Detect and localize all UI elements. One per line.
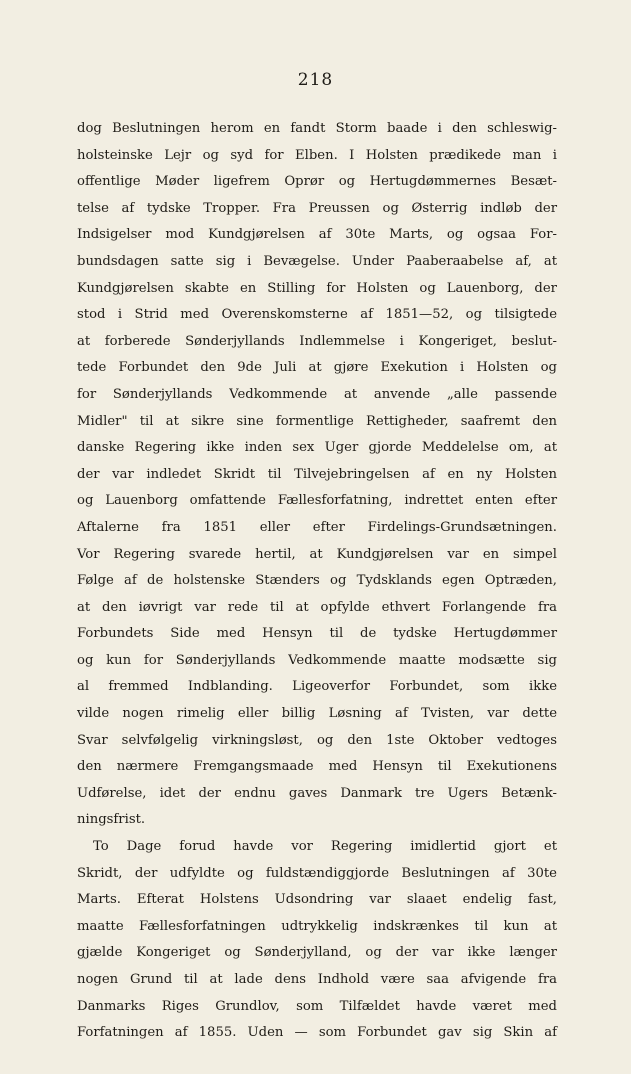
text-line: offentlige Møder ligefrem Oprør og Hertugdømmernes Besæt- (77, 174, 557, 190)
text-line: der var indledet Skridt til Tilvejebringelsen af en ny Holsten (77, 466, 557, 482)
text-line: at den iøvrigt var rede til at opfylde ethvert Forlangende fra (77, 599, 557, 615)
text-line: for Sønderjyllands Vedkommende at anvende „alle passende (77, 386, 557, 402)
text-line: Kundgjørelsen skabte en Stilling for Holsten og Lauenborg, der (77, 280, 557, 296)
text-line: den nærmere Fremgangsmaade med Hensyn til Exekutionens (77, 759, 557, 775)
text-line: Indsigelser mod Kundgjørelsen af 30te Marts, og ogsaa For- (77, 227, 557, 243)
text-line: Marts. Efterat Holstens Udsondring var slaaet endelig fast, (77, 892, 557, 908)
text-line: Følge af de holstenske Stænders og Tydsklands egen Optræden, (77, 573, 557, 589)
text-line: nogen Grund til at lade dens Indhold være saa afvigende fra (77, 972, 557, 987)
text-line: Svar selvfølgelig virkningsløst, og den 1ste Oktober vedtoges (77, 732, 557, 748)
text-line: bundsdagen satte sig i Bevægelse. Under Paaberaabelse af, at (77, 253, 557, 269)
text-line: gjælde Kongeriget og Sønderjylland, og der var ikke længer (77, 945, 557, 961)
page-number: 218 (297, 70, 334, 90)
text-line: ningsfrist. (77, 812, 146, 828)
text-line: og Lauenborg omfattende Fællesforfatning, indrettet enten efter (77, 493, 557, 509)
text-line: Danmarks Riges Grundlov, som Tilfældet havde været med (77, 998, 557, 1014)
text-line: telse af tydske Tropper. Fra Preussen og Østerrig indløb der (77, 200, 557, 216)
text-line: al fremmed Indblanding. Ligeoverfor Forbundet, som ikke (77, 679, 557, 695)
text-line: danske Regering ikke inden sex Uger gjorde Meddelelse om, at (77, 440, 557, 456)
text-line: at forberede Sønderjyllands Indlemmelse i Kongeriget, beslut- (77, 333, 557, 349)
text-line: maatte Fællesforfatningen udtrykkelig indskrænkes til kun at (77, 918, 557, 934)
text-line: Midler" til at sikre sine formentlige Rettigheder, saafremt den (77, 413, 557, 429)
text-line: tede Forbundet den 9de Juli at gjøre Exekution i Holsten og (77, 360, 557, 376)
text-line: og kun for Sønderjyllands Vedkommende maatte modsætte sig (77, 652, 557, 668)
text-line: Skridt, der udfyldte og fuldstændiggjorde Beslutningen af 30te (77, 865, 557, 881)
text-line: Udførelse, idet der endnu gaves Danmark tre Ugers Betænk- (77, 785, 557, 801)
text-line: Aftalerne fra 1851 eller efter Firdelings-Grundsætningen. (77, 519, 557, 535)
text-line: stod i Strid med Overenskomsterne af 1851—52, og tilsigtede (77, 307, 557, 323)
text-line: dog Beslutningen herom en fandt Storm baade i den schleswig- (77, 121, 557, 136)
text-line: To Dage forud havde vor Regering imidlertid gjort et (93, 839, 557, 855)
body-text (77, 116, 557, 1047)
text-line: Vor Regering svarede hertil, at Kundgjørelsen var en simpel (77, 546, 557, 562)
text-line: Forbundets Side med Hensyn til de tydske Hertugdømmer (77, 626, 557, 642)
text-line: holsteinske Lejr og syd for Elben. I Holsten prædikede man i (77, 147, 557, 163)
text-line: Forfatningen af 1855. Uden — som Forbundet gav sig Skin af (77, 1025, 557, 1041)
text-line: vilde nogen rimelig eller billig Løsning af Tvisten, var dette (77, 706, 557, 722)
